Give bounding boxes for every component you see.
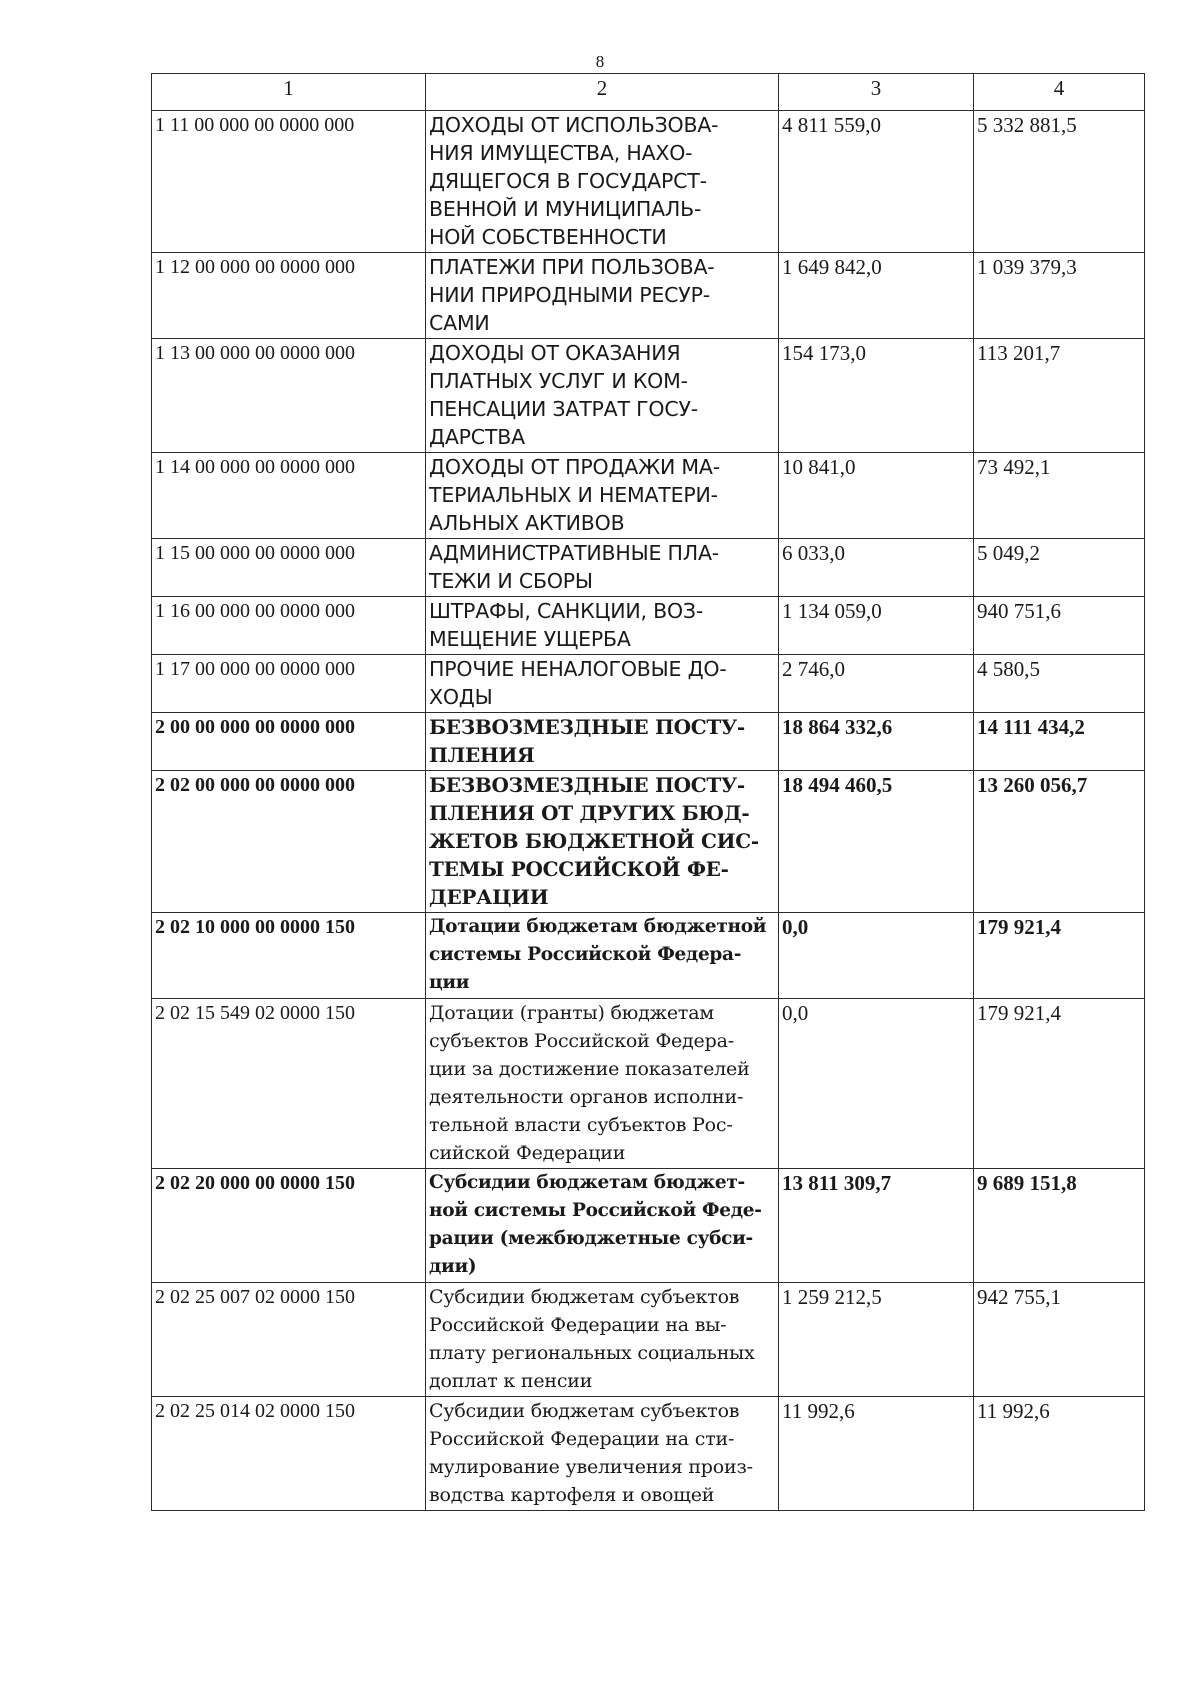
revenue-name-line: ТЕЖИ И СБОРЫ [429, 569, 593, 593]
budget-code-cell: 1 16 00 000 00 0000 000 [152, 597, 426, 655]
budget-code-cell: 2 00 00 000 00 0000 000 [152, 713, 426, 771]
value-col4-cell: 5 332 881,5 [974, 111, 1145, 253]
revenue-name-line: мулирование увеличения произ- [429, 1456, 753, 1478]
value-col4-cell: 113 201,7 [974, 339, 1145, 453]
revenue-name-line: ДАРСТВА [429, 425, 525, 449]
value-col3-cell: 1 259 212,5 [779, 1283, 974, 1397]
column-header-4: 4 [974, 74, 1145, 111]
revenue-name-cell [426, 655, 779, 713]
revenue-name-line: ции [429, 972, 470, 993]
revenue-name-cell [426, 539, 779, 597]
table-row [152, 253, 1145, 339]
budget-code-cell: 2 02 20 000 00 0000 150 [152, 1169, 426, 1283]
value-col3-cell: 0,0 [779, 999, 974, 1169]
value-col3-cell: 1 134 059,0 [779, 597, 974, 655]
revenue-name-line: ДОХОДЫ ОТ ОКАЗАНИЯ [429, 341, 681, 365]
revenue-name-line: ПЕНСАЦИИ ЗАТРАТ ГОСУ- [429, 397, 698, 421]
revenue-name-line: ШТРАФЫ, САНКЦИИ, ВОЗ- [429, 599, 704, 623]
revenue-name-line: НОЙ СОБСТВЕННОСТИ [429, 225, 667, 249]
table-row [152, 655, 1145, 713]
revenue-name-line: БЕЗВОЗМЕЗДНЫЕ ПОСТУ- [429, 715, 745, 739]
value-col4-cell: 73 492,1 [974, 453, 1145, 539]
value-col3-cell: 18 864 332,6 [779, 713, 974, 771]
value-col4-cell: 9 689 151,8 [974, 1169, 1145, 1283]
budget-code-cell: 1 17 00 000 00 0000 000 [152, 655, 426, 713]
value-col3-cell: 1 649 842,0 [779, 253, 974, 339]
revenue-name-line: АДМИНИСТРАТИВНЫЕ ПЛА- [429, 541, 719, 565]
revenue-name-line: ДОХОДЫ ОТ ИСПОЛЬЗОВА- [429, 113, 719, 137]
column-header-2: 2 [426, 74, 779, 111]
revenue-name-cell [426, 999, 779, 1169]
revenue-name-cell [426, 111, 779, 253]
revenue-name-line: Российской Федерации на вы- [429, 1314, 727, 1336]
revenue-name-line: АЛЬНЫХ АКТИВОВ [429, 511, 625, 535]
value-col4-cell: 179 921,4 [974, 913, 1145, 999]
table-row [152, 111, 1145, 253]
budget-code-cell: 2 02 15 549 02 0000 150 [152, 999, 426, 1169]
revenue-name-line: ДЯЩЕГОСЯ В ГОСУДАРСТ- [429, 169, 707, 193]
revenue-name-line: САМИ [429, 311, 490, 335]
revenue-name-line: ПРОЧИЕ НЕНАЛОГОВЫЕ ДО- [429, 657, 727, 681]
revenue-name-line: Российской Федерации на сти- [429, 1428, 735, 1450]
revenue-name-line: системы Российской Федера- [429, 944, 742, 965]
table-row [152, 1283, 1145, 1397]
revenue-name-line: ВЕННОЙ И МУНИЦИПАЛЬ- [429, 197, 702, 221]
value-col3-cell: 154 173,0 [779, 339, 974, 453]
table-row [152, 713, 1145, 771]
revenue-name-line: Субсидии бюджетам бюджет- [429, 1172, 745, 1193]
column-header-3: 3 [779, 74, 974, 111]
revenue-name-line: водства картофеля и овощей [429, 1484, 715, 1506]
revenue-name-line: ной системы Российской Феде- [429, 1200, 762, 1221]
revenue-name-cell [426, 771, 779, 913]
page-number: 8 [595, 52, 605, 71]
value-col3-cell: 18 494 460,5 [779, 771, 974, 913]
revenue-name-cell [426, 253, 779, 339]
table-row [152, 771, 1145, 913]
revenue-name-cell [426, 453, 779, 539]
value-col4-cell: 179 921,4 [974, 999, 1145, 1169]
revenue-name-line: ции за достижение показателей [429, 1058, 750, 1080]
revenue-name-line: рации (межбюджетные субси- [429, 1228, 753, 1249]
budget-code-cell: 1 13 00 000 00 0000 000 [152, 339, 426, 453]
value-col3-cell: 6 033,0 [779, 539, 974, 597]
table-row [152, 913, 1145, 999]
value-col3-cell: 13 811 309,7 [779, 1169, 974, 1283]
revenue-name-line: Дотации бюджетам бюджетной [429, 916, 767, 937]
value-col4-cell: 11 992,6 [974, 1397, 1145, 1511]
revenue-name-line: Дотации (гранты) бюджетам [429, 1002, 714, 1024]
revenue-name-line: Субсидии бюджетам субъектов [429, 1400, 740, 1422]
table-header-row [152, 74, 1145, 111]
revenue-name-line: тельной власти субъектов Рос- [429, 1114, 733, 1136]
budget-code-cell: 1 11 00 000 00 0000 000 [152, 111, 426, 253]
revenue-name-line: НИЯ ИМУЩЕСТВА, НАХО- [429, 141, 693, 165]
value-col4-cell: 14 111 434,2 [974, 713, 1145, 771]
revenue-name-line: Субсидии бюджетам субъектов [429, 1286, 740, 1308]
revenue-name-line: МЕЩЕНИЕ УЩЕРБА [429, 627, 631, 651]
table-row [152, 339, 1145, 453]
revenue-name-line: субъектов Российской Федера- [429, 1030, 734, 1052]
revenue-name-cell [426, 339, 779, 453]
revenue-name-line: БЕЗВОЗМЕЗДНЫЕ ПОСТУ- [429, 773, 745, 797]
budget-code-cell: 1 12 00 000 00 0000 000 [152, 253, 426, 339]
revenue-name-line: ХОДЫ [429, 685, 493, 709]
value-col4-cell: 4 580,5 [974, 655, 1145, 713]
table-row [152, 1169, 1145, 1283]
revenue-name-line: плату региональных социальных [429, 1342, 755, 1364]
revenue-name-line: ТЕРИАЛЬНЫХ И НЕМАТЕРИ- [429, 483, 718, 507]
value-col4-cell: 940 751,6 [974, 597, 1145, 655]
revenue-name-line: ПЛАТНЫХ УСЛУГ И КОМ- [429, 369, 688, 393]
table-row [152, 1397, 1145, 1511]
revenue-name-line: деятельности органов исполни- [429, 1086, 744, 1108]
revenue-name-line: НИИ ПРИРОДНЫМИ РЕСУР- [429, 283, 710, 307]
budget-revenue-table [151, 73, 1145, 1511]
revenue-name-line: ПЛАТЕЖИ ПРИ ПОЛЬЗОВА- [429, 255, 715, 279]
budget-code-cell: 2 02 10 000 00 0000 150 [152, 913, 426, 999]
revenue-name-line: сийской Федерации [429, 1142, 626, 1164]
revenue-name-line: ПЛЕНИЯ ОТ ДРУГИХ БЮД- [429, 801, 750, 825]
revenue-name-cell [426, 713, 779, 771]
revenue-name-line: доплат к пенсии [429, 1370, 593, 1392]
revenue-name-cell [426, 913, 779, 999]
budget-code-cell: 2 02 00 000 00 0000 000 [152, 771, 426, 913]
value-col4-cell: 942 755,1 [974, 1283, 1145, 1397]
table-row [152, 539, 1145, 597]
budget-code-cell: 2 02 25 014 02 0000 150 [152, 1397, 426, 1511]
table-row [152, 999, 1145, 1169]
revenue-name-cell [426, 597, 779, 655]
revenue-name-cell [426, 1169, 779, 1283]
revenue-name-line: ТЕМЫ РОССИЙСКОЙ ФЕ- [429, 857, 729, 881]
value-col3-cell: 10 841,0 [779, 453, 974, 539]
revenue-name-cell [426, 1397, 779, 1511]
budget-code-cell: 1 14 00 000 00 0000 000 [152, 453, 426, 539]
column-header-1: 1 [152, 74, 426, 111]
value-col3-cell: 2 746,0 [779, 655, 974, 713]
budget-code-cell: 2 02 25 007 02 0000 150 [152, 1283, 426, 1397]
revenue-name-line: ЖЕТОВ БЮДЖЕТНОЙ СИС- [429, 829, 759, 853]
revenue-name-line: ДЕРАЦИИ [429, 885, 549, 909]
revenue-name-line: ПЛЕНИЯ [429, 743, 535, 767]
budget-code-cell: 1 15 00 000 00 0000 000 [152, 539, 426, 597]
table-row [152, 597, 1145, 655]
value-col4-cell: 5 049,2 [974, 539, 1145, 597]
value-col4-cell: 13 260 056,7 [974, 771, 1145, 913]
revenue-name-line: дии) [429, 1256, 477, 1277]
revenue-name-line: ДОХОДЫ ОТ ПРОДАЖИ МА- [429, 455, 720, 479]
value-col3-cell: 4 811 559,0 [779, 111, 974, 253]
value-col4-cell: 1 039 379,3 [974, 253, 1145, 339]
value-col3-cell: 0,0 [779, 913, 974, 999]
revenue-name-cell [426, 1283, 779, 1397]
table-row [152, 453, 1145, 539]
value-col3-cell: 11 992,6 [779, 1397, 974, 1511]
